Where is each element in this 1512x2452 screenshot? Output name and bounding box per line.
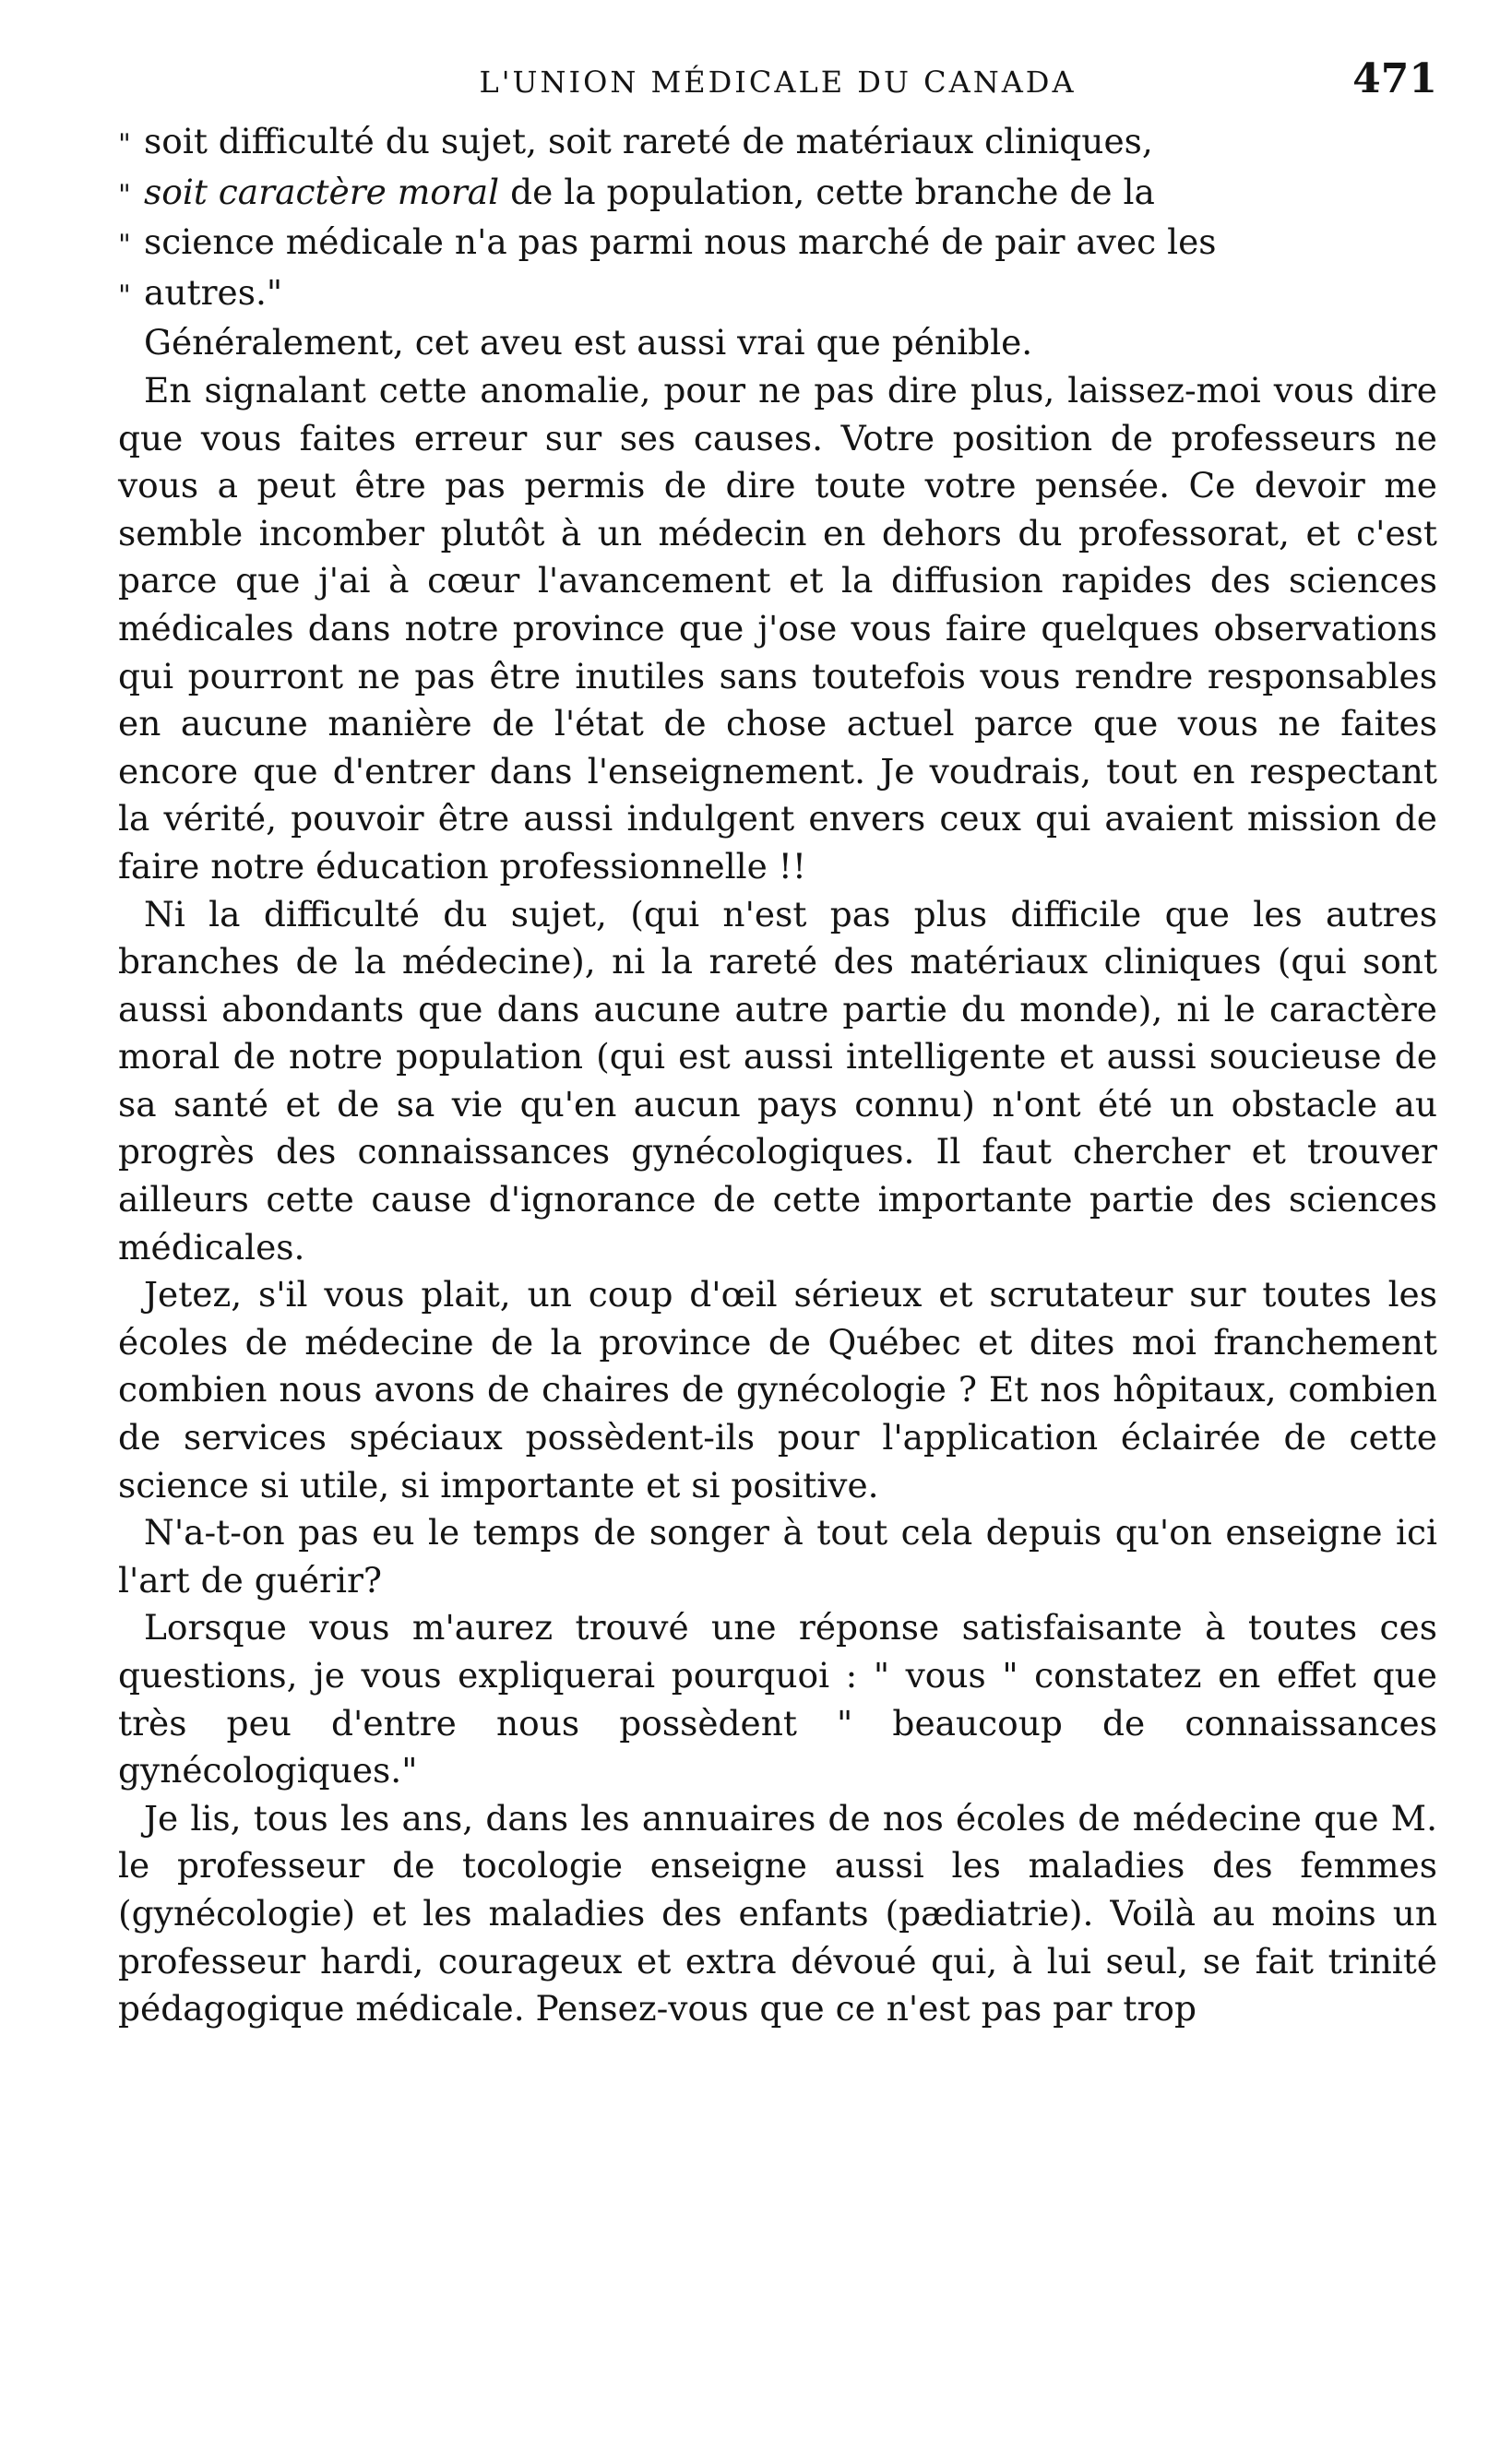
page-number: 471 (1352, 55, 1437, 102)
italic-phrase: soit caractère moral (144, 171, 500, 212)
paragraph: Jetez, s'il vous plait, un coup d'œil sérieux et scrutateur sur toutes les écoles de médecine de la province de Québec et dites moi franchement combien nous avons de chaires de gynécologie ? Et nos hôpitaux, combien de services spéciaux possèdent-ils pour l'application éclairée de cette science si utile, si importante et si positive. (118, 1274, 1437, 1506)
quote-mark: " (118, 229, 131, 262)
running-header (118, 54, 1437, 118)
paragraph: Généralement, cet aveu est aussi vrai que pénible. (144, 322, 1033, 363)
paragraph: Je lis, tous les ans, dans les annuaires de nos écoles de médecine que M. le professeur de tocologie enseigne aussi les maladies des femmes (gynécologie) et les maladies des enfants (pædiatrie). Voilà au moins un professeur hardi, courageux et extra dévoué qui, à lui seul, se fait trinité pédagogique médicale. Pensez-vous que ce n'est pas par trop (118, 1797, 1437, 2029)
paragraph: Ni la difficulté du sujet, (qui n'est pas plus difficile que les autres branches de la médecine), ni la rareté des matériaux cliniques (qui sont aussi abondants que dans aucune autre partie du monde), ni le caractère moral de notre population (qui est aussi intelligente et aussi soucieuse de sa santé et de sa vie qu'en aucun pays connu) n'ont été un obstacle au progrès des connaissances gynécologiques. Il faut chercher et trouver ailleurs cette cause d'ignorance de cette importante partie des sciences médicales. (118, 893, 1437, 1268)
body-text (118, 118, 1437, 2033)
paragraph: Lorsque vous m'aurez trouvé une réponse satisfaisante à toutes ces questions, je vous expliquerai pourquoi : " vous " constatez en effet que très peu d'entre nous possèdent " beaucoup de connaissances gynécologiques." (118, 1607, 1437, 1791)
quote-line-4: " autres." (118, 269, 1437, 320)
paragraph: N'a-t-on pas eu le temps de songer à tout cela depuis qu'on enseigne ici l'art de guérir? (118, 1512, 1437, 1601)
quote-mark: " (118, 178, 131, 211)
quote-mark: " (118, 279, 131, 312)
quote-line-1: " soit difficulté du sujet, soit rareté de matériaux cliniques, (118, 118, 1437, 169)
quote-line-3: " science médicale n'a pas parmi nous marché de pair avec les (118, 219, 1437, 269)
running-title: L'UNION MÉDICALE DU CANADA (479, 65, 1077, 100)
quote-line-2: " soit caractère moral de la population, cette branche de la (118, 169, 1437, 220)
document-page (118, 54, 1437, 2033)
quote-mark: " (118, 128, 131, 161)
paragraph: En signalant cette anomalie, pour ne pas dire plus, laissez-moi vous dire que vous faites erreur sur ses causes. Votre position de professeurs ne vous a peut être pas permis de dire toute votre pensée. Ce devoir me semble incomber plutôt à un médecin en dehors du professorat, et c'est parce que j'ai à cœur l'avancement et la diffusion rapides des sciences médicales dans notre province que j'ose vous faire quelques observations qui pourront ne pas être inutiles sans toutefois vous rendre responsables en aucune manière de l'état de chose actuel parce que vous ne faites encore que d'entrer dans l'enseignement. Je voudrais, tout en respectant la vérité, pouvoir être aussi indulgent envers ceux qui avaient mission de faire notre éducation professionnelle !! (118, 369, 1437, 887)
quoted-passage (118, 118, 1437, 319)
